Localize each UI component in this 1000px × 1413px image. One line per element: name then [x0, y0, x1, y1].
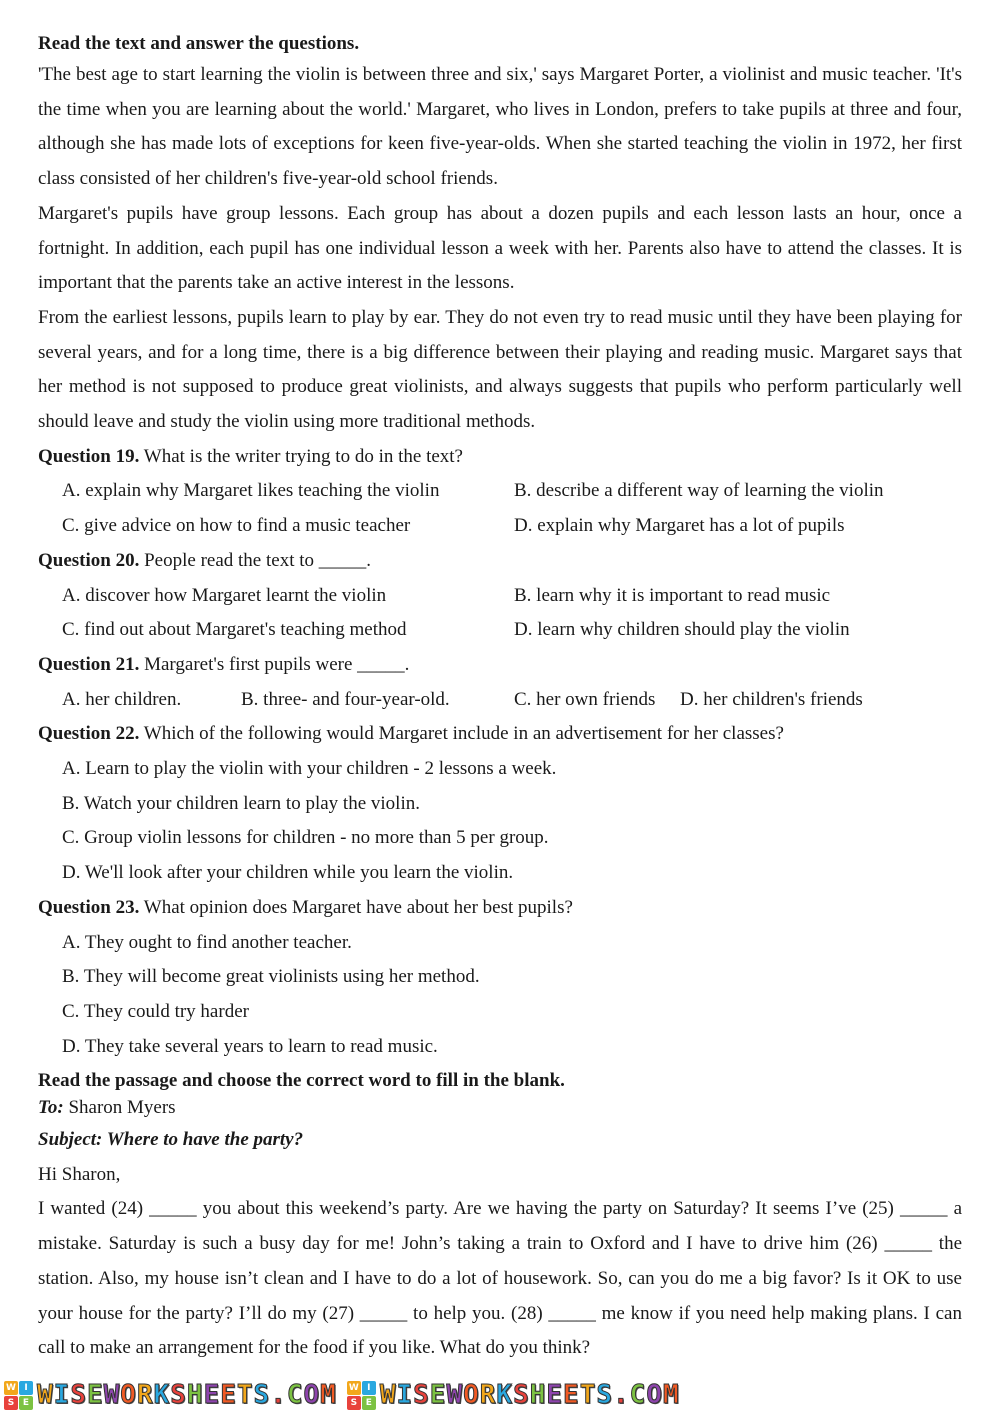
question-20-options-row-1	[38, 579, 962, 614]
brand-letter: W	[379, 1380, 397, 1410]
question-19-options-row-1	[38, 474, 962, 509]
brand-letter: .	[270, 1380, 287, 1410]
email-to-value: Sharon Myers	[63, 1097, 176, 1119]
question-22-text: Which of the following would Margaret include in an advertisement for her classes?	[139, 723, 784, 745]
question-22-option-c[interactable]: C. Group violin lessons for children - no more than 5 per group.	[62, 827, 549, 849]
brand-letter: T	[579, 1380, 597, 1410]
question-19-text: What is the writer trying to do in the text?	[139, 445, 463, 467]
question-22-label: Question 22.	[38, 723, 140, 745]
brand-letter: R	[479, 1380, 497, 1410]
question-20-option-a[interactable]: A. discover how Margaret learnt the violin	[62, 584, 387, 606]
brand-letter: C	[629, 1380, 647, 1410]
question-19-option-b[interactable]: B. describe a different way of learning the violin	[514, 480, 884, 502]
question-20-option-b[interactable]: B. learn why it is important to read music	[514, 584, 831, 606]
brand-logo-icon: W I S E	[347, 1381, 376, 1410]
question-20-option-d[interactable]: D. learn why children should play the violin	[514, 619, 850, 641]
question-20-options-row-2	[38, 613, 962, 648]
question-20-option-c[interactable]: C. find out about Margaret's teaching method	[62, 619, 407, 641]
brand-letter: W	[446, 1380, 464, 1410]
question-23-label: Question 23.	[38, 896, 140, 918]
question-19	[38, 440, 962, 475]
brand-letter: O	[303, 1380, 321, 1410]
footer-watermark	[0, 1377, 1000, 1413]
brand-letter: M	[320, 1380, 337, 1410]
brand-letter: E	[203, 1380, 221, 1410]
brand-letter: S	[170, 1380, 187, 1410]
question-23-option-c[interactable]: C. They could try harder	[62, 1000, 249, 1022]
brand-letter: S	[70, 1380, 87, 1410]
question-21-option-d[interactable]: D. her children's friends	[680, 688, 863, 710]
brand-letter: H	[529, 1380, 547, 1410]
brand-letter: E	[546, 1380, 564, 1410]
question-20	[38, 544, 962, 579]
question-23	[38, 891, 962, 926]
brand-letter: M	[662, 1380, 680, 1410]
passage-paragraph-2: Margaret's pupils have group lessons. Each group has about a dozen pupils and each lesson lasts an hour, once a fortnight. In addition, each pupil has one individual lesson a week with her. Parents also have to attend the classes. It is important that the parents take an active interest in the lessons.	[38, 202, 962, 294]
question-21-option-a[interactable]: A. her children.	[62, 688, 182, 710]
question-21-label: Question 21.	[38, 653, 140, 675]
question-19-options-row-2	[38, 509, 962, 544]
brand-letter: W	[37, 1380, 54, 1410]
email-body: I wanted (24) _____ you about this weekend’s party. Are we having the party on Saturday? It seems I’ve (25) _____ a mistake. Saturday is such a busy day for me! John’s taking a train to Oxford and I have to drive him (26) _____ the station. Also, my house isn’t clean and I have to do a lot of housework. So, can you do me a big favor? Is it OK to use your house for the party? I’ll do my (27) _____ to help you. (28) _____ me know if you need help making plans. I can call to make an arrangement for the food if you like. What do you think?	[38, 1198, 962, 1359]
question-19-option-a[interactable]: A. explain why Margaret likes teaching the violin	[62, 480, 440, 502]
passage-paragraph-1: 'The best age to start learning the violin is between three and six,' says Margaret Porter, a violinist and music teacher. 'It's the time when you are learning about the world.' Margaret, who lives in London, prefers to take pupils at three and four, although she has made lots of exceptions for keen five-year-olds. When she started teaching the violin in 1972, her first class consisted of her children's five-year-old school friends.	[38, 64, 962, 190]
brand-letter: E	[220, 1380, 237, 1410]
passage-paragraph-3: From the earliest lessons, pupils learn to play by ear. They do not even try to read music until they have been playing for several years, and for a long time, there is a big difference between their playing and reading music. Margaret says that her method is not supposed to produce great violinists, and always suggests that pupils who perform particularly well should leave and study the violin using more traditional methods.	[38, 306, 962, 433]
question-20-label: Question 20.	[38, 549, 140, 571]
brand-letter: W	[103, 1380, 121, 1410]
question-21	[38, 648, 962, 683]
question-21-options-row	[38, 683, 962, 718]
question-19-label: Question 19.	[38, 445, 140, 467]
brand-wordmark	[380, 1380, 680, 1410]
brand-letter: K	[153, 1380, 171, 1410]
question-23-option-a[interactable]: A. They ought to find another teacher.	[62, 931, 352, 953]
brand-letter: C	[286, 1380, 304, 1410]
question-19-option-c[interactable]: C. give advice on how to find a music teacher	[62, 515, 411, 537]
brand-letter: H	[186, 1380, 204, 1410]
brand-letter: O	[463, 1380, 480, 1410]
email-greeting: Hi Sharon,	[38, 1163, 121, 1185]
brand-letter: R	[136, 1380, 154, 1410]
question-22	[38, 717, 962, 752]
worksheet-page	[38, 30, 962, 1366]
brand-letter: O	[120, 1380, 137, 1410]
brand-letter: E	[86, 1380, 104, 1410]
footer-logo-2	[347, 1380, 680, 1410]
brand-letter: O	[646, 1380, 663, 1410]
section2-heading: Read the passage and choose the correct word to fill in the blank.	[38, 1070, 565, 1092]
email-to-label: To:	[38, 1097, 64, 1119]
brand-letter: S	[596, 1380, 613, 1410]
question-19-option-d[interactable]: D. explain why Margaret has a lot of pupils	[514, 515, 845, 537]
question-23-option-d[interactable]: D. They take several years to learn to read music.	[62, 1035, 438, 1057]
question-21-option-c[interactable]: C. her own friends	[514, 688, 656, 710]
brand-wordmark	[37, 1380, 337, 1410]
question-22-option-d[interactable]: D. We'll look after your children while you learn the violin.	[62, 862, 514, 884]
brand-letter: I	[53, 1380, 71, 1410]
brand-letter: T	[236, 1380, 254, 1410]
question-22-option-b[interactable]: B. Watch your children learn to play the violin.	[62, 792, 420, 814]
email-to-line	[38, 1097, 962, 1119]
question-21-option-b[interactable]: B. three- and four-year-old.	[241, 688, 450, 710]
question-22-option-a[interactable]: A. Learn to play the violin with your children - 2 lessons a week.	[62, 758, 557, 780]
question-23-option-b[interactable]: B. They will become great violinists using her method.	[62, 966, 480, 988]
brand-letter: E	[563, 1380, 580, 1410]
brand-letter: S	[513, 1380, 530, 1410]
section1-heading: Read the text and answer the questions.	[38, 33, 360, 54]
footer-logo-1	[4, 1380, 337, 1410]
brand-letter: I	[396, 1380, 414, 1410]
question-20-text: People read the text to _____.	[139, 549, 371, 571]
brand-letter: K	[496, 1380, 514, 1410]
question-21-text: Margaret's first pupils were _____.	[139, 653, 410, 675]
brand-logo-icon: W I S E	[4, 1381, 33, 1410]
brand-letter: E	[429, 1380, 447, 1410]
brand-letter: S	[413, 1380, 430, 1410]
question-23-text: What opinion does Margaret have about her best pupils?	[139, 896, 573, 918]
brand-letter: .	[613, 1380, 630, 1410]
email-subject: Subject: Where to have the party?	[38, 1129, 304, 1151]
brand-letter: S	[253, 1380, 271, 1410]
